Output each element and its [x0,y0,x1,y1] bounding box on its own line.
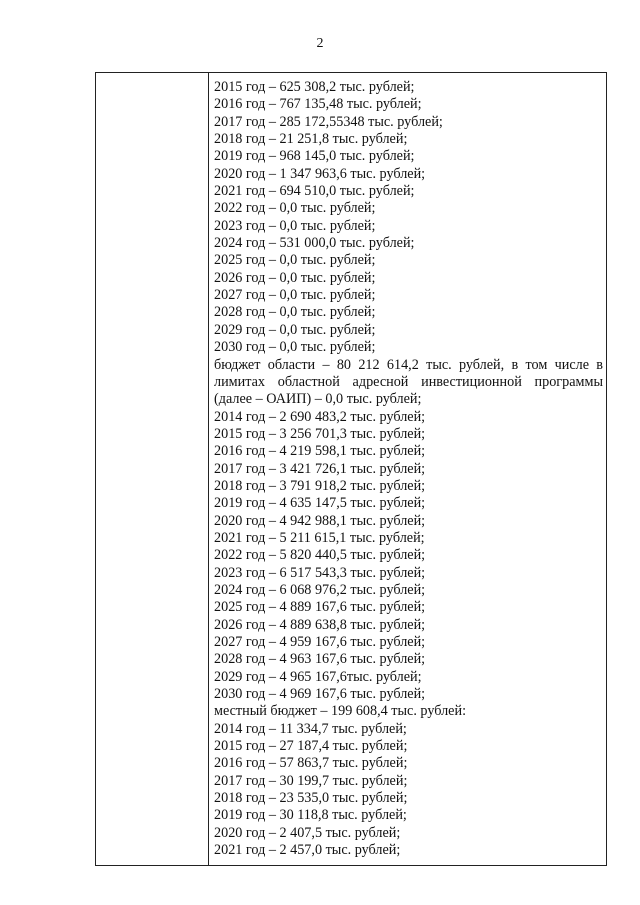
text-line: 2026 год – 4 889 638,8 тыс. рублей; [214,616,426,633]
text-line: 2022 год – 5 820 440,5 тыс. рублей; [214,547,426,564]
table-right-cell [214,79,603,859]
text-line: 2014 год – 11 334,7 тыс. рублей; [214,720,407,737]
text-line: 2023 год – 0,0 тыс. рублей; [214,217,376,234]
text-line: 2016 год – 4 219 598,1 тыс. рублей; [214,443,426,460]
text-line: 2021 год – 694 510,0 тыс. рублей; [214,183,415,200]
text-line: местный бюджет – 199 608,4 тыс. рублей: [214,703,467,720]
text-line: 2023 год – 6 517 543,3 тыс. рублей; [214,564,426,581]
text-line: 2020 год – 2 407,5 тыс. рублей; [214,824,401,841]
text-line: 2016 год – 57 863,7 тыс. рублей; [214,755,408,772]
text-line: 2030 год – 4 969 167,6 тыс. рублей; [214,686,426,703]
text-line: 2015 год – 3 256 701,3 тыс. рублей; [214,425,426,442]
page-number: 2 [316,36,324,51]
text-line: 2026 год – 0,0 тыс. рублей; [214,269,376,286]
financing-table [95,72,607,866]
text-line: 2015 год – 27 187,4 тыс. рублей; [214,738,408,755]
text-line: 2018 год – 21 251,8 тыс. рублей; [214,131,408,148]
text-line: 2024 год – 531 000,0 тыс. рублей; [214,235,415,252]
text-line: 2017 год – 3 421 726,1 тыс. рублей; [214,460,426,477]
text-line: 2025 год – 4 889 167,6 тыс. рублей; [214,599,426,616]
text-line: 2024 год – 6 068 976,2 тыс. рублей; [214,581,426,598]
text-line: 2021 год – 2 457,0 тыс. рублей; [214,842,401,859]
text-line: 2020 год – 4 942 988,1 тыс. рублей; [214,512,426,529]
text-line: 2019 год – 4 635 147,5 тыс. рублей; [214,495,426,512]
text-line: 2018 год – 23 535,0 тыс. рублей; [214,790,408,807]
text-line: 2019 год – 968 145,0 тыс. рублей; [214,148,415,165]
text-line: 2015 год – 625 308,2 тыс. рублей; [214,79,415,95]
text-line: 2017 год – 30 199,7 тыс. рублей; [214,772,408,789]
text-line: 2016 год – 767 135,48 тыс. рублей; [214,96,422,113]
text-line: 2029 год – 0,0 тыс. рублей; [214,321,376,338]
text-line: 2027 год – 0,0 тыс. рублей; [214,287,376,304]
text-line: 2029 год – 4 965 167,6тыс. рублей; [214,668,422,685]
text-line: 2030 год – 0,0 тыс. рублей; [214,339,376,356]
text-line: бюджет области – 80 212 614,2 тыс. рублей, в том числе в [214,356,603,373]
text-line: 2019 год – 30 118,8 тыс. рублей; [214,807,407,824]
text-line: 2018 год – 3 791 918,2 тыс. рублей; [214,477,426,494]
text-line: 2028 год – 4 963 167,6 тыс. рублей; [214,651,426,668]
text-line: 2021 год – 5 211 615,1 тыс. рублей; [214,529,425,546]
text-line: (далее – ОАИП) – 0,0 тыс. рублей; [214,391,422,408]
text-line: 2017 год – 285 172,55348 тыс. рублей; [214,113,443,130]
text-line: 2025 год – 0,0 тыс. рублей; [214,252,376,269]
table-left-cell [96,73,209,865]
text-line: 2022 год – 0,0 тыс. рублей; [214,200,376,217]
text-line: 2014 год – 2 690 483,2 тыс. рублей; [214,408,426,425]
text-line: 2028 год – 0,0 тыс. рублей; [214,304,376,321]
text-line: 2027 год – 4 959 167,6 тыс. рублей; [214,634,426,650]
text-line: 2020 год – 1 347 963,6 тыс. рублей; [214,165,426,182]
text-line: лимитах областной адресной инвестиционной программы [214,373,603,390]
